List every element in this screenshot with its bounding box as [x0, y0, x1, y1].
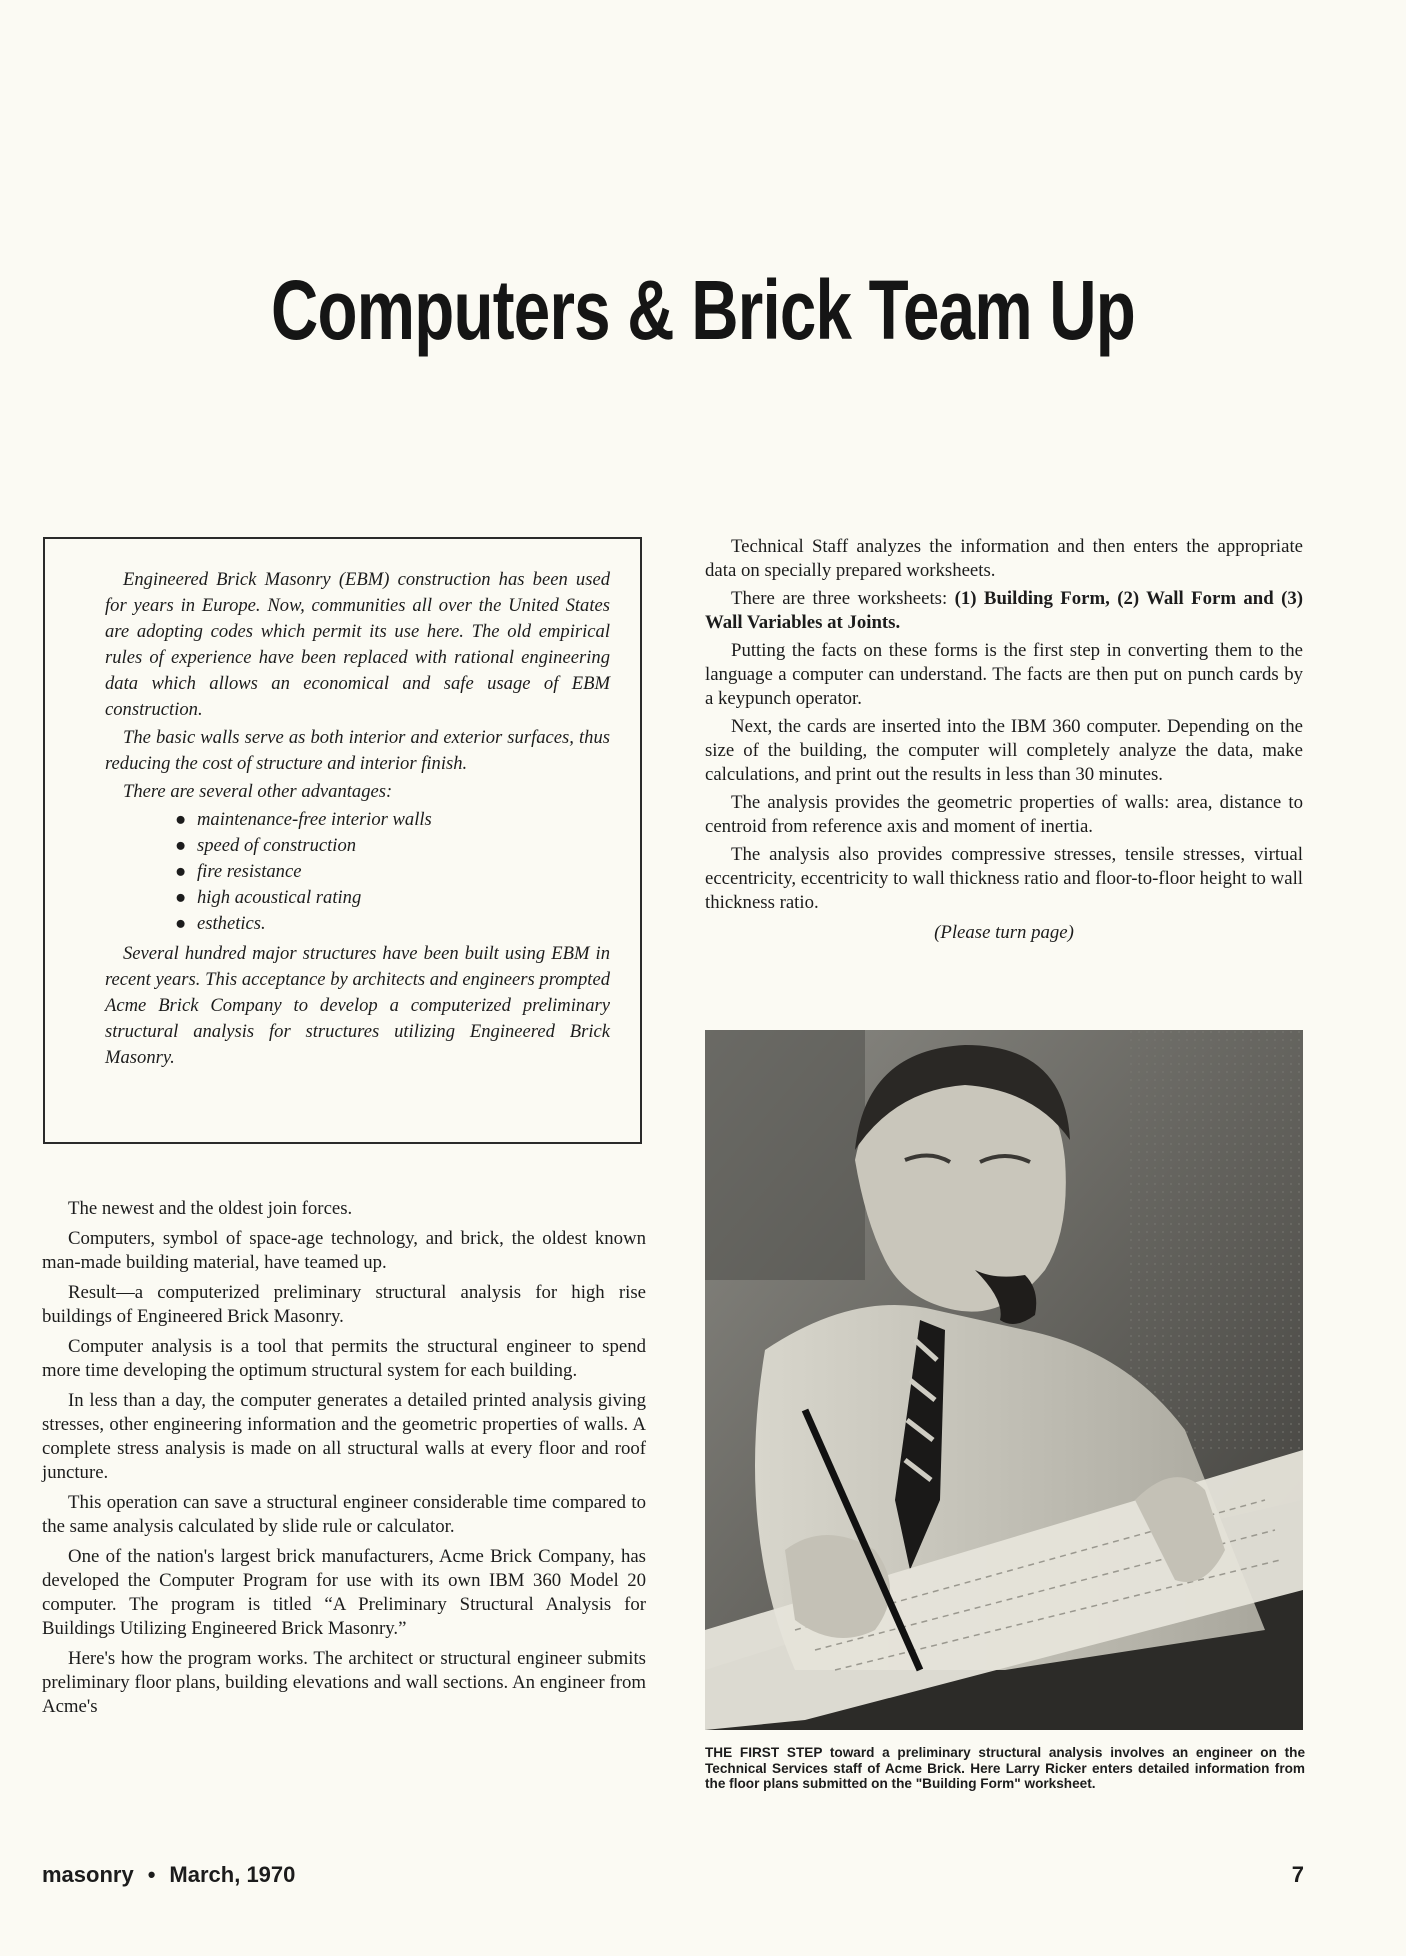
- list-item: ● fire resistance: [175, 859, 610, 885]
- body-paragraph: Technical Staff analyzes the information and then enters the appropriate data on specially prepared worksheets.: [705, 536, 1303, 581]
- photo-caption: THE FIRST STEP toward a preliminary structural analysis involves an engineer on the Technical Services staff of Acme Brick. Here Larry Ricker enters detailed information from the floor plans submitted on the "Building Form" worksheet.: [705, 1745, 1305, 1791]
- body-paragraph: Result—a computerized preliminary structural analysis for high rise buildings of Engineered Brick Masonry.: [42, 1282, 646, 1327]
- worksheets-list: (1) Building Form, (2) Wall Form and (3) Wall Variables at Joints.: [705, 588, 1304, 633]
- issue-date: March, 1970: [169, 1862, 296, 1887]
- photo-illustration: [705, 1030, 1303, 1730]
- right-column: [705, 535, 1303, 949]
- page-number: 7: [1291, 1862, 1304, 1887]
- body-paragraph: Computers, symbol of space-age technology, and brick, the oldest known man-made building material, have teamed up.: [42, 1228, 646, 1273]
- body-paragraph: The analysis provides the geometric properties of walls: area, distance to centroid from reference axis and moment of inertia.: [705, 792, 1303, 837]
- footer-separator: •: [147, 1862, 156, 1887]
- intro-paragraph: Several hundred major structures have been built using EBM in recent years. This acceptance by architects and engineers prompted Acme Brick Company to develop a computerized preliminary structural analysis for structures utilizing Engineered Brick Masonry.: [105, 943, 610, 1068]
- bullet-icon: ●: [175, 861, 187, 882]
- body-paragraph: This operation can save a structural engineer considerable time compared to the same analysis calculated by slide rule or calculator.: [42, 1492, 646, 1537]
- intro-paragraph: There are several other advantages:: [123, 781, 393, 802]
- bullet-icon: ●: [175, 887, 187, 908]
- intro-paragraph: The basic walls serve as both interior and exterior surfaces, thus reducing the cost of structure and interior finish.: [105, 727, 610, 774]
- body-paragraph: Next, the cards are inserted into the IBM 360 computer. Depending on the size of the building, the computer will completely analyze the data, make calculations, and print out the results in less than 30 minutes.: [705, 716, 1303, 785]
- list-item: ● speed of construction: [175, 833, 610, 859]
- bullet-icon: ●: [175, 835, 187, 856]
- body-paragraph: Computer analysis is a tool that permits the structural engineer to spend more time developing the optimum structural system for each building.: [42, 1336, 646, 1381]
- advantages-list: [105, 807, 610, 937]
- article-title: Computers & Brick Team Up: [271, 263, 1135, 357]
- list-item: ● high acoustical rating: [175, 885, 610, 911]
- body-paragraph: The newest and the oldest join forces.: [68, 1198, 353, 1219]
- list-item: ● esthetics.: [175, 911, 610, 937]
- intro-paragraph: Engineered Brick Masonry (EBM) construction has been used for years in Europe. Now, communities all over the United States are adopting codes which permit its use here. The old empirical rules of experience have been replaced with rational engineering data which allows an economical and safe usage of EBM construction.: [105, 569, 610, 720]
- turn-page-note: (Please turn page): [934, 922, 1074, 943]
- left-column: [42, 1197, 646, 1725]
- intro-sidebar-box: [43, 537, 642, 1144]
- body-paragraph: One of the nation's largest brick manufacturers, Acme Brick Company, has developed the Computer Program for use with its own IBM 360 Model 20 computer. The program is titled “A Preliminary Structural Analysis for Buildings Utilizing Engineered Brick Masonry.”: [42, 1546, 646, 1639]
- bullet-icon: ●: [175, 809, 187, 830]
- photo-engineer: [705, 1030, 1303, 1730]
- bullet-icon: ●: [175, 913, 187, 934]
- body-paragraph: Here's how the program works. The architect or structural engineer submits preliminary floor plans, building elevations and wall sections. An engineer from Acme's: [42, 1648, 646, 1717]
- footer-publication-line: [42, 1862, 295, 1888]
- publication-name: masonry: [42, 1862, 134, 1887]
- list-item: ● maintenance-free interior walls: [175, 807, 610, 833]
- body-paragraph: There are three worksheets: (1) Building Form, (2) Wall Form and (3) Wall Variables at Joints.: [705, 588, 1304, 633]
- body-paragraph: Putting the facts on these forms is the first step in converting them to the language a computer can understand. The facts are then put on punch cards by a keypunch operator.: [705, 640, 1303, 709]
- body-paragraph: The analysis also provides compressive stresses, tensile stresses, virtual eccentricity, eccentricity to wall thickness ratio and floor-to-floor height to wall thickness ratio.: [705, 844, 1303, 913]
- body-paragraph: In less than a day, the computer generates a detailed printed analysis giving stresses, other engineering information and the geometric properties of walls. A complete stress analysis is made on all structural walls at every floor and roof juncture.: [42, 1390, 646, 1483]
